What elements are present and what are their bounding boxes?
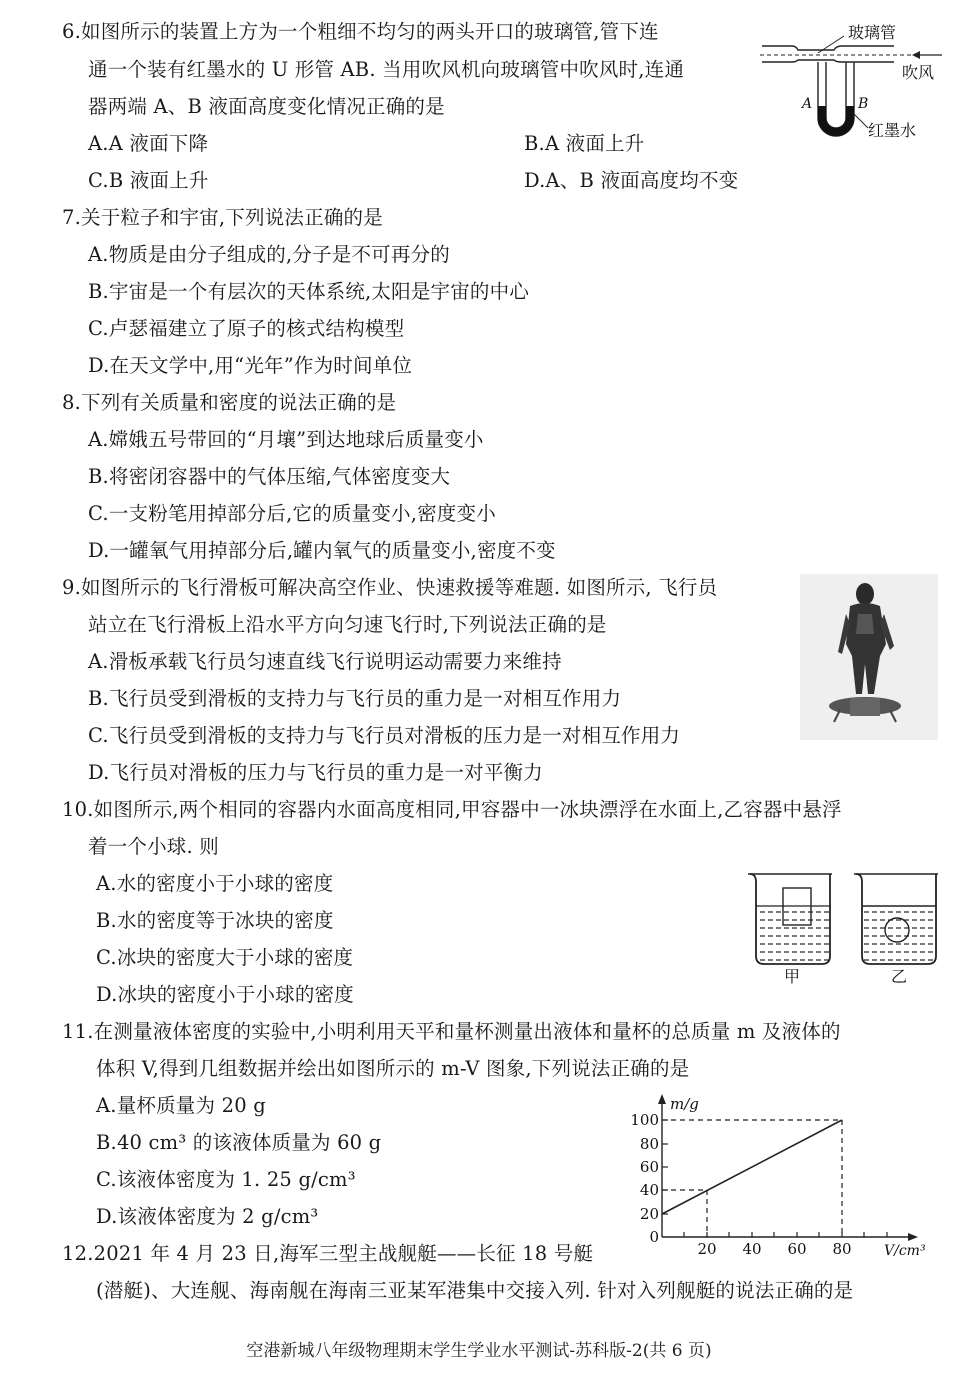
q6-stem-line-2: 通一个装有红墨水的 U 形管 AB. 当用吹风机向玻璃管中吹风时,连通 — [88, 58, 685, 81]
option-label: A. — [96, 1094, 117, 1117]
q10-option-b[interactable] — [96, 909, 334, 933]
option-label: D. — [96, 1205, 118, 1228]
pilot-on-hoverboard-icon — [800, 574, 938, 740]
option-label: D. — [88, 539, 110, 562]
option-text: 一支粉笔用掉部分后,它的质量变小,密度变小 — [108, 502, 496, 525]
q6-option-c[interactable] — [88, 169, 209, 193]
option-text: 冰块的密度小于小球的密度 — [117, 983, 354, 1006]
option-label: C. — [96, 1168, 117, 1191]
option-text: 将密闭容器中的气体压缩,气体密度变大 — [108, 465, 451, 488]
y-axis-label: m/g — [670, 1095, 699, 1113]
q9-option-c[interactable] — [88, 724, 680, 748]
option-label: A. — [88, 132, 109, 155]
option-label: A. — [88, 428, 109, 451]
q7-option-a[interactable] — [88, 243, 450, 267]
option-label: D. — [88, 761, 110, 784]
option-text: 物质是由分子组成的,分子是不可再分的 — [108, 243, 450, 266]
q9-option-a[interactable] — [88, 650, 562, 674]
label-a: A — [802, 96, 813, 112]
svg-text:60: 60 — [787, 1240, 807, 1258]
option-label: C. — [88, 317, 109, 340]
q6-number: 6. — [62, 20, 82, 43]
q11-text: 在测量液体密度的实验中,小明利用天平和量杯测量出液体和量杯的总质量 m 及液体的 — [93, 1020, 841, 1043]
q12-number: 12. — [62, 1242, 94, 1265]
option-text: 40 cm³ 的该液体质量为 60 g — [116, 1131, 382, 1154]
svg-text:80: 80 — [832, 1240, 852, 1258]
q6-option-d[interactable] — [524, 169, 738, 193]
option-text: 卢瑟福建立了原子的核式结构模型 — [108, 317, 405, 340]
q8-option-b[interactable] — [88, 465, 450, 489]
option-label: C. — [96, 946, 117, 969]
q7-number: 7. — [62, 206, 82, 229]
q12-text: 2021 年 4 月 23 日,海军三型主战舰艇——长征 18 号艇 — [93, 1242, 594, 1265]
q8-option-d[interactable] — [88, 539, 556, 563]
x-axis-label: V/cm³ — [884, 1243, 926, 1259]
q7-option-d[interactable] — [88, 354, 412, 378]
option-text: 冰块的密度大于小球的密度 — [116, 946, 354, 969]
q11-stem-line-1 — [62, 1020, 841, 1044]
q8-text: 下列有关质量和密度的说法正确的是 — [81, 391, 397, 414]
q10-option-d[interactable] — [96, 983, 354, 1007]
option-label: C. — [88, 169, 109, 192]
mv-line-chart-icon — [622, 1092, 942, 1260]
q11-option-c[interactable] — [96, 1168, 356, 1192]
q6-text: 如图所示的装置上方为一个粗细不均匀的两头开口的玻璃管,管下连 — [81, 20, 659, 43]
q11-option-d[interactable] — [96, 1205, 318, 1229]
svg-text:40: 40 — [639, 1181, 659, 1199]
option-text: 水的密度小于小球的密度 — [116, 872, 334, 895]
option-label: A. — [96, 872, 117, 895]
option-text: A 液面下降 — [108, 132, 209, 155]
label-red-ink: 红墨水 — [868, 121, 917, 140]
q11-stem-line-2: 体积 V,得到几组数据并绘出如图所示的 m-V 图象,下列说法正确的是 — [96, 1057, 690, 1080]
option-text: 飞行员受到滑板的支持力与飞行员对滑板的压力是一对相互作用力 — [108, 724, 681, 747]
q6-option-b[interactable] — [524, 132, 644, 156]
beakers-figure — [744, 868, 944, 986]
option-text: 量杯质量为 20 g — [116, 1094, 266, 1117]
option-text: 该液体密度为 2 g/cm³ — [117, 1205, 319, 1228]
option-label: D. — [88, 354, 110, 377]
label-glass-tube: 玻璃管 — [848, 23, 897, 42]
option-label: B. — [96, 1131, 117, 1154]
option-text: 飞行员对滑板的压力与飞行员的重力是一对平衡力 — [109, 761, 543, 784]
option-text: 宇宙是一个有层次的天体系统,太阳是宇宙的中心 — [108, 280, 530, 303]
q10-text: 如图所示,两个相同的容器内水面高度相同,甲容器中一冰块漂浮在水面上,乙容器中悬浮 — [93, 798, 842, 821]
option-label: B. — [524, 132, 545, 155]
u-tube-diagram-icon — [756, 14, 946, 144]
option-label: B. — [88, 465, 109, 488]
option-label: D. — [524, 169, 546, 192]
q10-option-a[interactable] — [96, 872, 333, 896]
option-label: B. — [88, 687, 109, 710]
q7-text: 关于粒子和宇宙,下列说法正确的是 — [81, 206, 383, 229]
option-text: A、B 液面高度均不变 — [545, 169, 739, 192]
q11-number: 11. — [62, 1020, 94, 1043]
option-label: A. — [88, 650, 109, 673]
svg-text:60: 60 — [639, 1158, 659, 1176]
q9-option-d[interactable] — [88, 761, 543, 785]
flying-board-photo — [800, 574, 938, 740]
label-yi: 乙 — [891, 967, 908, 986]
option-text: 飞行员受到滑板的支持力与飞行员的重力是一对相互作用力 — [108, 687, 622, 710]
q10-number: 10. — [62, 798, 94, 821]
label-wind: 吹风 — [902, 63, 935, 82]
q8-option-a[interactable] — [88, 428, 484, 452]
q8-option-c[interactable] — [88, 502, 496, 526]
svg-text:40: 40 — [742, 1240, 762, 1258]
beakers-diagram-icon — [744, 868, 944, 986]
q9-stem-line-1 — [62, 576, 717, 600]
option-text: 嫦娥五号带回的“月壤”到达地球后质量变小 — [108, 428, 484, 451]
svg-text:20: 20 — [639, 1205, 659, 1223]
q7-option-b[interactable] — [88, 280, 529, 304]
q9-option-b[interactable] — [88, 687, 621, 711]
q8-number: 8. — [62, 391, 82, 414]
q11-option-a[interactable] — [96, 1094, 266, 1118]
option-label: D. — [96, 983, 118, 1006]
q6-stem-line-3: 器两端 A、B 液面高度变化情况正确的是 — [88, 95, 445, 118]
option-text: 在天文学中,用“光年”作为时间单位 — [109, 354, 413, 377]
option-text: A 液面上升 — [544, 132, 645, 155]
option-label: C. — [88, 724, 109, 747]
mv-chart — [622, 1092, 942, 1260]
page-footer: 空港新城八年级物理期末学生学业水平测试-苏科版-2(共 6 页) — [246, 1341, 712, 1361]
q9-number: 9. — [62, 576, 82, 599]
svg-text:20: 20 — [697, 1240, 717, 1258]
label-b: B — [858, 96, 869, 112]
option-text: 滑板承载飞行员匀速直线飞行说明运动需要力来维持 — [108, 650, 562, 673]
option-label: B. — [88, 280, 109, 303]
option-text: B 液面上升 — [108, 169, 209, 192]
option-text: 一罐氧气用掉部分后,罐内氧气的质量变小,密度不变 — [109, 539, 556, 562]
q7-stem — [62, 206, 383, 230]
u-tube-figure — [756, 14, 946, 144]
label-jia: 甲 — [784, 967, 801, 986]
q10-option-c[interactable] — [96, 946, 353, 970]
svg-text:80: 80 — [639, 1135, 659, 1153]
option-label: A. — [88, 243, 109, 266]
q9-text: 如图所示的飞行滑板可解决高空作业、快速救援等难题. 如图所示, 飞行员 — [81, 576, 718, 599]
q10-stem-line-2: 着一个小球. 则 — [88, 835, 219, 858]
q12-stem-line-1 — [62, 1242, 593, 1266]
q6-option-a[interactable] — [88, 132, 208, 156]
option-text: 该液体密度为 1. 25 g/cm³ — [116, 1168, 356, 1191]
option-label: B. — [96, 909, 117, 932]
q9-stem-line-2: 站立在飞行滑板上沿水平方向匀速飞行时,下列说法正确的是 — [88, 613, 607, 636]
option-text: 水的密度等于冰块的密度 — [116, 909, 334, 932]
q7-option-c[interactable] — [88, 317, 404, 341]
svg-text:0: 0 — [649, 1228, 659, 1246]
q10-stem-line-1 — [62, 798, 842, 822]
q11-option-b[interactable] — [96, 1131, 381, 1155]
svg-text:100: 100 — [630, 1111, 659, 1129]
q12-stem-line-2: (潜艇)、大连舰、海南舰在海南三亚某军港集中交接入列. 针对入列舰艇的说法正确的是 — [96, 1279, 854, 1302]
option-label: C. — [88, 502, 109, 525]
q6-stem-line-1 — [62, 20, 659, 44]
q8-stem — [62, 391, 396, 415]
